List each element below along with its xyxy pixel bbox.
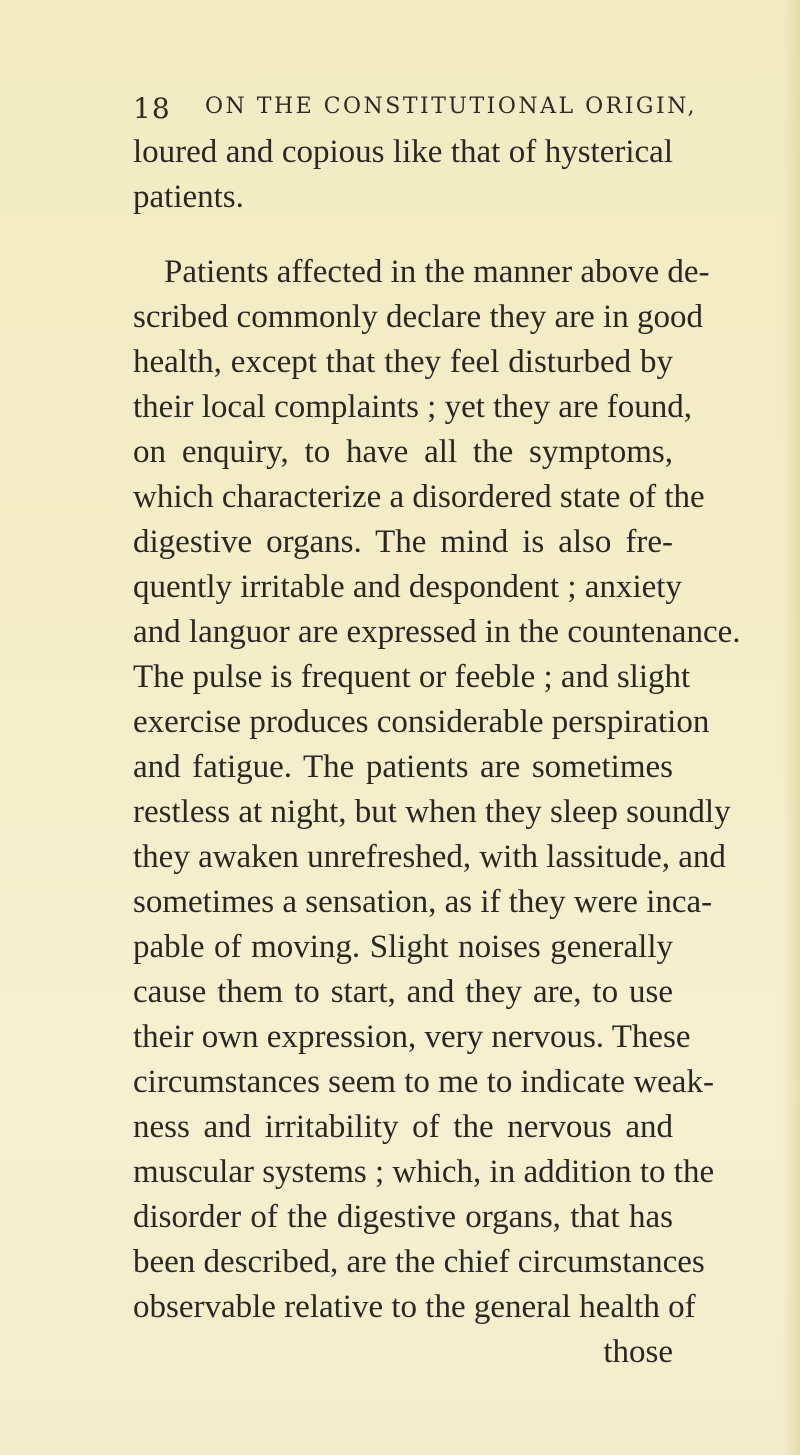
page-header	[133, 92, 697, 132]
text-line: ness and irritability of the nervous and	[133, 1109, 673, 1145]
text-line: which characterize a disordered state of the	[133, 479, 705, 515]
text-line: pable of moving. Slight noises generally	[133, 929, 673, 965]
text-line: cause them to start, and they are, to use	[133, 974, 673, 1010]
paragraph-gap	[133, 220, 673, 250]
text-line: been described, are the chief circumstances	[133, 1244, 705, 1280]
text-line: exercise produces considerable perspiration	[133, 704, 710, 740]
text-line: patients.	[133, 179, 244, 215]
catchword: those	[603, 1334, 673, 1370]
text-line: circumstances seem to me to indicate weak-	[133, 1064, 714, 1100]
text-line: loured and copious like that of hysterical	[133, 134, 673, 170]
text-line: observable relative to the general health of	[133, 1289, 696, 1325]
text-line: and languor are expressed in the countenance.	[133, 614, 741, 650]
text-line: digestive organs. The mind is also fre-	[133, 524, 673, 560]
text-line: health, except that they feel disturbed by	[133, 344, 673, 380]
text-line: The pulse is frequent or feeble ; and slight	[133, 659, 691, 695]
page-number: 18	[133, 92, 171, 125]
text-line: sometimes a sensation, as if they were inca-	[133, 884, 713, 920]
text-line: restless at night, but when they sleep soundly	[133, 794, 731, 830]
text-line: they awaken unrefreshed, with lassitude, and	[133, 839, 726, 875]
running-head: ON THE CONSTITUTIONAL ORIGIN,	[205, 94, 697, 119]
text-line: quently irritable and despondent ; anxiety	[133, 569, 682, 605]
text-line: disorder of the digestive organs, that has	[133, 1199, 673, 1235]
body-text	[133, 130, 741, 1375]
text-line: Patients affected in the manner above de-	[164, 254, 710, 290]
text-line: muscular systems ; which, in addition to the	[133, 1154, 715, 1190]
text-line: and fatigue. The patients are sometimes	[133, 749, 673, 785]
text-line: their own expression, very nervous. These	[133, 1019, 691, 1055]
text-line: their local complaints ; yet they are found,	[133, 389, 692, 425]
text-line: scribed commonly declare they are in good	[133, 299, 703, 335]
text-line: on enquiry, to have all the symptoms,	[133, 434, 673, 470]
